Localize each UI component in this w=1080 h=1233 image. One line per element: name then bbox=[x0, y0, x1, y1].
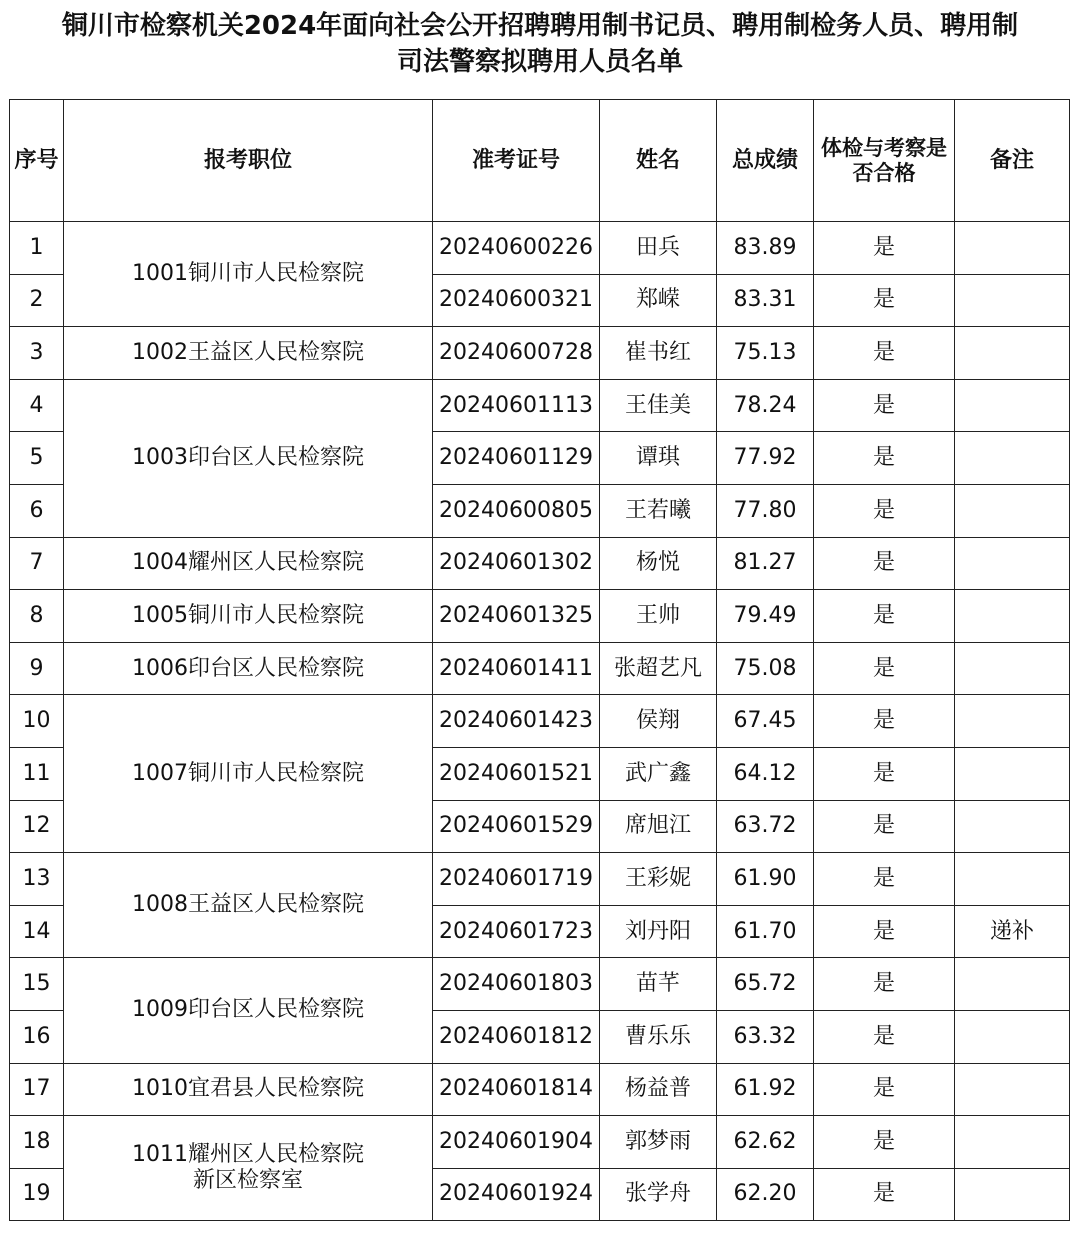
cell-score: 65.72 bbox=[717, 958, 814, 1011]
cell-score: 83.31 bbox=[717, 274, 814, 327]
cell-score: 77.80 bbox=[717, 484, 814, 537]
cell-qualified: 是 bbox=[814, 747, 955, 800]
cell-seq: 3 bbox=[10, 327, 64, 380]
cell-note bbox=[955, 695, 1070, 748]
cell-exam-id: 20240601411 bbox=[433, 642, 600, 695]
cell-seq: 15 bbox=[10, 958, 64, 1011]
cell-name: 杨益普 bbox=[600, 1063, 717, 1116]
cell-position: 1002王益区人民检察院 bbox=[64, 327, 433, 380]
cell-score: 63.72 bbox=[717, 800, 814, 853]
cell-score: 61.70 bbox=[717, 905, 814, 958]
cell-exam-id: 20240601325 bbox=[433, 590, 600, 643]
table-row bbox=[10, 327, 1070, 380]
cell-exam-id: 20240601529 bbox=[433, 800, 600, 853]
cell-position: 1008王益区人民检察院 bbox=[64, 853, 433, 958]
table-row bbox=[10, 695, 1070, 748]
cell-seq: 1 bbox=[10, 222, 64, 275]
header-name: 姓名 bbox=[600, 100, 717, 222]
cell-position: 1004耀州区人民检察院 bbox=[64, 537, 433, 590]
cell-name: 王彩妮 bbox=[600, 853, 717, 906]
cell-seq: 10 bbox=[10, 695, 64, 748]
header-qualified-line2: 否合格 bbox=[852, 160, 916, 185]
cell-exam-id: 20240601904 bbox=[433, 1116, 600, 1169]
cell-exam-id: 20240601423 bbox=[433, 695, 600, 748]
cell-qualified: 是 bbox=[814, 905, 955, 958]
cell-exam-id: 20240600321 bbox=[433, 274, 600, 327]
table-row bbox=[10, 379, 1070, 432]
cell-name: 田兵 bbox=[600, 222, 717, 275]
table-row bbox=[10, 958, 1070, 1011]
cell-score: 79.49 bbox=[717, 590, 814, 643]
header-position: 报考职位 bbox=[64, 100, 433, 222]
cell-qualified: 是 bbox=[814, 274, 955, 327]
cell-note bbox=[955, 853, 1070, 906]
cell-exam-id: 20240601803 bbox=[433, 958, 600, 1011]
cell-score: 62.20 bbox=[717, 1168, 814, 1221]
cell-qualified: 是 bbox=[814, 327, 955, 380]
cell-exam-id: 20240600805 bbox=[433, 484, 600, 537]
cell-name: 郭梦雨 bbox=[600, 1116, 717, 1169]
cell-exam-id: 20240601812 bbox=[433, 1010, 600, 1063]
cell-score: 83.89 bbox=[717, 222, 814, 275]
cell-exam-id: 20240601719 bbox=[433, 853, 600, 906]
cell-name: 苗芊 bbox=[600, 958, 717, 1011]
cell-qualified: 是 bbox=[814, 537, 955, 590]
cell-name: 侯翔 bbox=[600, 695, 717, 748]
cell-qualified: 是 bbox=[814, 642, 955, 695]
cell-exam-id: 20240601129 bbox=[433, 432, 600, 485]
cell-note bbox=[955, 327, 1070, 380]
cell-seq: 12 bbox=[10, 800, 64, 853]
header-note: 备注 bbox=[955, 100, 1070, 222]
cell-position: 1006印台区人民检察院 bbox=[64, 642, 433, 695]
cell-note bbox=[955, 379, 1070, 432]
cell-qualified: 是 bbox=[814, 590, 955, 643]
cell-exam-id: 20240601814 bbox=[433, 1063, 600, 1116]
cell-position bbox=[64, 1116, 433, 1221]
cell-exam-id: 20240600226 bbox=[433, 222, 600, 275]
cell-position: 1003印台区人民检察院 bbox=[64, 379, 433, 537]
cell-note bbox=[955, 222, 1070, 275]
cell-seq: 5 bbox=[10, 432, 64, 485]
cell-position: 1007铜川市人民检察院 bbox=[64, 695, 433, 853]
cell-seq: 2 bbox=[10, 274, 64, 327]
cell-seq: 19 bbox=[10, 1168, 64, 1221]
cell-score: 75.08 bbox=[717, 642, 814, 695]
title-line-2: 司法警察拟聘用人员名单 bbox=[396, 47, 683, 77]
cell-note bbox=[955, 1063, 1070, 1116]
cell-seq: 4 bbox=[10, 379, 64, 432]
cell-name: 崔书红 bbox=[600, 327, 717, 380]
cell-note bbox=[955, 1116, 1070, 1169]
cell-qualified: 是 bbox=[814, 432, 955, 485]
table-row bbox=[10, 642, 1070, 695]
cell-qualified: 是 bbox=[814, 1010, 955, 1063]
cell-score: 81.27 bbox=[717, 537, 814, 590]
cell-exam-id: 20240601723 bbox=[433, 905, 600, 958]
table-row bbox=[10, 222, 1070, 275]
cell-exam-id: 20240601302 bbox=[433, 537, 600, 590]
header-qualified-line1: 体检与考察是 bbox=[821, 135, 947, 160]
cell-note bbox=[955, 747, 1070, 800]
cell-seq: 18 bbox=[10, 1116, 64, 1169]
cell-score: 77.92 bbox=[717, 432, 814, 485]
cell-score: 75.13 bbox=[717, 327, 814, 380]
cell-score: 64.12 bbox=[717, 747, 814, 800]
table-row bbox=[10, 537, 1070, 590]
cell-note: 递补 bbox=[955, 905, 1070, 958]
cell-qualified: 是 bbox=[814, 379, 955, 432]
cell-qualified: 是 bbox=[814, 222, 955, 275]
cell-note bbox=[955, 590, 1070, 643]
cell-note bbox=[955, 484, 1070, 537]
cell-name: 张学舟 bbox=[600, 1168, 717, 1221]
header-exam-id: 准考证号 bbox=[433, 100, 600, 222]
title-line-1: 铜川市检察机关2024年面向社会公开招聘聘用制书记员、聘用制检务人员、聘用制 bbox=[61, 11, 1019, 41]
cell-note bbox=[955, 1168, 1070, 1221]
cell-name: 席旭江 bbox=[600, 800, 717, 853]
page-title bbox=[0, 8, 1080, 80]
cell-note bbox=[955, 537, 1070, 590]
table-row bbox=[10, 1063, 1070, 1116]
cell-qualified: 是 bbox=[814, 800, 955, 853]
cell-position: 1010宜君县人民检察院 bbox=[64, 1063, 433, 1116]
header-seq: 序号 bbox=[10, 100, 64, 222]
cell-note bbox=[955, 958, 1070, 1011]
header-qualified bbox=[814, 100, 955, 222]
table-row bbox=[10, 1116, 1070, 1169]
cell-exam-id: 20240601924 bbox=[433, 1168, 600, 1221]
cell-name: 曹乐乐 bbox=[600, 1010, 717, 1063]
candidates-table bbox=[9, 99, 1070, 1221]
header-row bbox=[10, 100, 1070, 222]
cell-name: 郑嵘 bbox=[600, 274, 717, 327]
cell-score: 62.62 bbox=[717, 1116, 814, 1169]
cell-note bbox=[955, 800, 1070, 853]
cell-qualified: 是 bbox=[814, 484, 955, 537]
cell-qualified: 是 bbox=[814, 695, 955, 748]
cell-name: 王帅 bbox=[600, 590, 717, 643]
cell-exam-id: 20240600728 bbox=[433, 327, 600, 380]
cell-exam-id: 20240601521 bbox=[433, 747, 600, 800]
cell-seq: 7 bbox=[10, 537, 64, 590]
cell-position-line2: 新区检察室 bbox=[192, 1168, 303, 1194]
cell-score: 67.45 bbox=[717, 695, 814, 748]
cell-seq: 8 bbox=[10, 590, 64, 643]
cell-score: 61.90 bbox=[717, 853, 814, 906]
cell-seq: 16 bbox=[10, 1010, 64, 1063]
cell-seq: 11 bbox=[10, 747, 64, 800]
cell-name: 谭琪 bbox=[600, 432, 717, 485]
cell-position-line1: 1011耀州区人民检察院 bbox=[132, 1142, 364, 1168]
table-row bbox=[10, 590, 1070, 643]
cell-qualified: 是 bbox=[814, 853, 955, 906]
cell-qualified: 是 bbox=[814, 1063, 955, 1116]
cell-note bbox=[955, 642, 1070, 695]
cell-seq: 17 bbox=[10, 1063, 64, 1116]
cell-name: 杨悦 bbox=[600, 537, 717, 590]
header-score: 总成绩 bbox=[717, 100, 814, 222]
cell-position: 1009印台区人民检察院 bbox=[64, 958, 433, 1063]
cell-seq: 6 bbox=[10, 484, 64, 537]
cell-qualified: 是 bbox=[814, 1116, 955, 1169]
cell-qualified: 是 bbox=[814, 958, 955, 1011]
cell-name: 刘丹阳 bbox=[600, 905, 717, 958]
cell-position: 1001铜川市人民检察院 bbox=[64, 222, 433, 327]
cell-exam-id: 20240601113 bbox=[433, 379, 600, 432]
cell-score: 78.24 bbox=[717, 379, 814, 432]
cell-qualified: 是 bbox=[814, 1168, 955, 1221]
cell-position: 1005铜川市人民检察院 bbox=[64, 590, 433, 643]
cell-seq: 14 bbox=[10, 905, 64, 958]
cell-name: 武广鑫 bbox=[600, 747, 717, 800]
cell-name: 张超艺凡 bbox=[600, 642, 717, 695]
table-row bbox=[10, 853, 1070, 906]
cell-seq: 13 bbox=[10, 853, 64, 906]
cell-note bbox=[955, 432, 1070, 485]
cell-seq: 9 bbox=[10, 642, 64, 695]
cell-score: 61.92 bbox=[717, 1063, 814, 1116]
cell-name: 王若曦 bbox=[600, 484, 717, 537]
cell-name: 王佳美 bbox=[600, 379, 717, 432]
cell-note bbox=[955, 274, 1070, 327]
cell-note bbox=[955, 1010, 1070, 1063]
cell-score: 63.32 bbox=[717, 1010, 814, 1063]
